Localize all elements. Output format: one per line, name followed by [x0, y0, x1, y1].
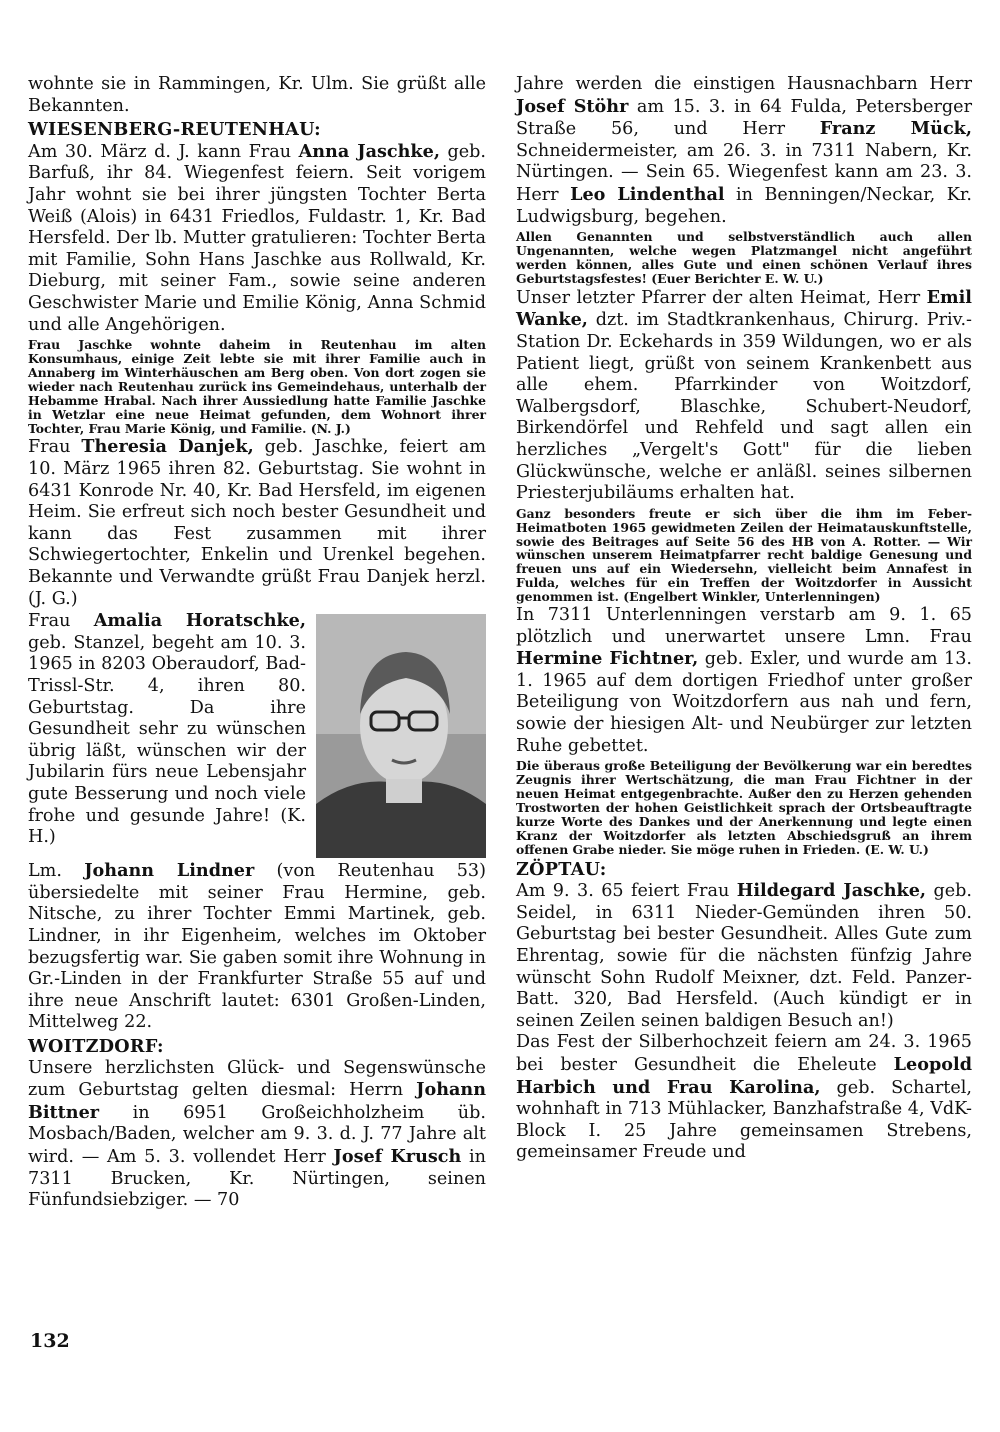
section-heading-wiesenberg: WIESENBERG-REUTENHAU: [28, 119, 321, 141]
paragraph: Am 9. 3. 65 feiert Frau Hildegard Jaschke, geb. Seidel, in 6311 Nieder-Gemünden ihren 50. Geburtstag bei bester Gesundheit. Alles Gute zum Ehrentag, sowie für die nächsten fünfzig Jahre wünscht Sohn Rudolf Meixner, dzt. Feld. Panzer-Batt. 320, Bad Hersfeld. (Auch kündigt er in seinen Zeilen seinen baldigen Besuch an!) [516, 880, 973, 1031]
paragraph: In 7311 Unterlenningen verstarb am 9. 1. 65 plötzlich und unerwartet unsere Lmn. Frau Hermine Fichtner, geb. Exler, und wurde am 13. 1. 1965 auf dem dortigen Friedhof unter großer Beteiligung von Woitzdorfern aus nah und fern, sowie der hiesigen Alt- und Neubürger zur letzten Ruhe gebettet. [516, 605, 973, 756]
paragraph: Am 30. März d. J. kann Frau Anna Jaschke, geb. Barfuß, ihr 84. Wiegenfest feiern. Seit vorigem Jahr wohnt sie bei ihrer jüngsten Tochter Berta Weiß (Alois) in 6431 Friedlos, Fuldastr. 1, Kr. Bad Hersfeld. Der lb. Mutter gratulieren: Tochter Berta mit Familie, Sohn Hans Jaschke aus Rollwald, Kr. Dieburg, mit seiner Fam., sowie seine anderen Geschwister Marie und Emilie König, Anna Schmid und alle Angehörigen. [28, 140, 487, 335]
left-column [28, 74, 486, 1212]
small-note: Ganz besonders freute er sich über die ihm im Feber-Heimatboten 1965 gewidmeten Zeilen der Heimatauskunftstelle, sowie des Beitrages auf Seite 56 des HB von A. Rotter. — Wir wünschen unserem Heimatpfarrer recht baldige Genesung und freuen uns auf ein Wiedersehn, vielleicht beim Annafest in Fulda, welches für ein Treffen der Woitzdorfer in Aussicht genommen ist. (Engelbert Winkler, Unterlenningen) [516, 505, 972, 605]
paragraph: Jahre werden die einstigen Hausnachbarn Herr Josef Stöhr am 15. 3. in 64 Fulda, Petersberger Straße 56, und Herr Franz Mück, Schneidermeister, am 26. 3. in 7311 Nabern, Kr. Nürtingen. — Sein 65. Wiegenfest kann am 23. 3. Herr Leo Lindenthal in Benningen/Neckar, Kr. Ludwigsburg, begehen. [516, 74, 972, 227]
paragraph: wohnte sie in Rammingen, Kr. Ulm. Sie grüßt alle Bekannten. [28, 74, 486, 116]
portrait-photo [316, 614, 486, 858]
right-column [516, 74, 972, 1164]
section-heading-zoeptau: ZÖPTAU: [516, 858, 607, 880]
paragraph: Unsere herzlichsten Glück- und Segenswünsche zum Geburtstag gelten diesmal: Herrn Johann Bittner in 6951 Großeichholzheim üb. Mosbach/Baden, welcher am 9. 3. d. J. 77 Jahre alt wird. — Am 5. 3. vollendet Herr Josef Krusch in 7311 Brucken, Kr. Nürtingen, seinen Fünfundsiebziger. — 70 [28, 1057, 486, 1211]
small-note: Frau Jaschke wohnte daheim in Reutenhau im alten Konsumhaus, einige Zeit lebte sie mit ihrer Familie auch in Annaberg im Winterhäuschen am Berg oben. Von dort zogen sie wieder nach Reutenhau zurück ins Gemeindehaus, unterhalb der Hebamme Hrabal. Nach ihrer Aussiedlung hatte Familie Jaschke in Wetzlar eine neue Heimat gefunden, dem Wohnort ihrer Tochter, Frau Marie König, und Familie. (N. J.) [28, 337, 486, 436]
page-number: 132 [30, 1330, 70, 1352]
paragraph: Frau Amalia Horatschke, geb. Stanzel, begeht am 10. 3. 1965 in 8203 Oberaudorf, Bad-Trissl-Str. 4, ihren 80. Geburtstag. Da ihre Gesundheit sehr zu wünschen übrig läßt, wünschen wir der Jubilarin fürs neue Lebensjahr gute Besserung und noch viele frohe und gesunde Jahre! (K. H.) [28, 610, 306, 848]
section-heading-woitzdorf: WOITZDORF: [28, 1035, 164, 1057]
paragraph: Lm. Johann Lindner (von Reutenhau 53) übersiedelte mit seiner Frau Hermine, geb. Nitsche, zu ihrer Tochter Emmi Martinek, geb. Lindner, in ihr Eigenheim, welches im Oktober bezugsfertig war. Sie gaben somit ihre Wohnung in Gr.-Linden in der Frankfurter Straße 55 auf und ihre neue Anschrift lautet: 6301 Großen-Linden, Mittelweg 22. [28, 860, 486, 1033]
paragraph: Frau Theresia Danjek, geb. Jaschke, feiert am 10. März 1965 ihren 82. Geburtstag. Sie wohnt in 6431 Konrode Nr. 40, Kr. Bad Hersfeld, im eigenen Heim. Sie erfreut sich noch bester Gesundheit und kann das Fest zusammen mit ihrer Schwiegertochter, Enkelin und Urenkel begehen. Bekannte und Verwandte grüßt Frau Danjek herzl. (J. G.) [28, 436, 487, 609]
paragraph: Unser letzter Pfarrer der alten Heimat, Herr Emil Wanke, dzt. im Stadtkrankenhaus, Chirurg. Priv.-Station Dr. Eckehards in 359 Wildungen, wo er als Patient liegt, grüßt von seinem Krankenbett aus alle ehem. Pfarrkinder von Woitzdorf, Walbergsdorf, Blaschke, Schubert-Neudorf, Birkendörfel und Rehfeld und sagt allen ein herzliches „Vergelt's Gott" für die lieben Glückwünsche, welche er anläßl. seines silbernen Priesterjubiläums erhalten hat. [516, 286, 972, 504]
small-note: Die überaus große Beteiligung der Bevölkerung war ein beredtes Zeugnis ihrer Wertschätzung, die man Frau Fichtner in der neuen Heimat entgegenbrachte. Außer den zu Herzen gehenden Trostworten der hohen Geistlichkeit sprach der Ortsbeauftragte kurze Worte des Dankes und der Anerkennung und legte einen Kranz der Woitzdorfer als letzten Abschiedsgruß an ihrem offenen Grabe nieder. Sie möge ruhen in Frieden. (E. W. U.) [516, 758, 972, 857]
paragraph: Das Fest der Silberhochzeit feiern am 24. 3. 1965 bei bester Gesundheit die Eheleute Leopold Harbich und Frau Karolina, geb. Schartel, wohnhaft in 713 Mühlacker, Banzhafstraße 4, VdK-Block I. 25 Jahre gemeinsamen Strebens, gemeinsamer Freude und [516, 1032, 972, 1163]
small-note: Allen Genannten und selbstverständlich auch allen Ungenannten, welche wegen Platzmangel nicht angeführt werden können, alles Gute und einen schönen Verlauf ihres Geburtstagsfestes! (Euer Berichter E. W. U.) [516, 229, 972, 286]
